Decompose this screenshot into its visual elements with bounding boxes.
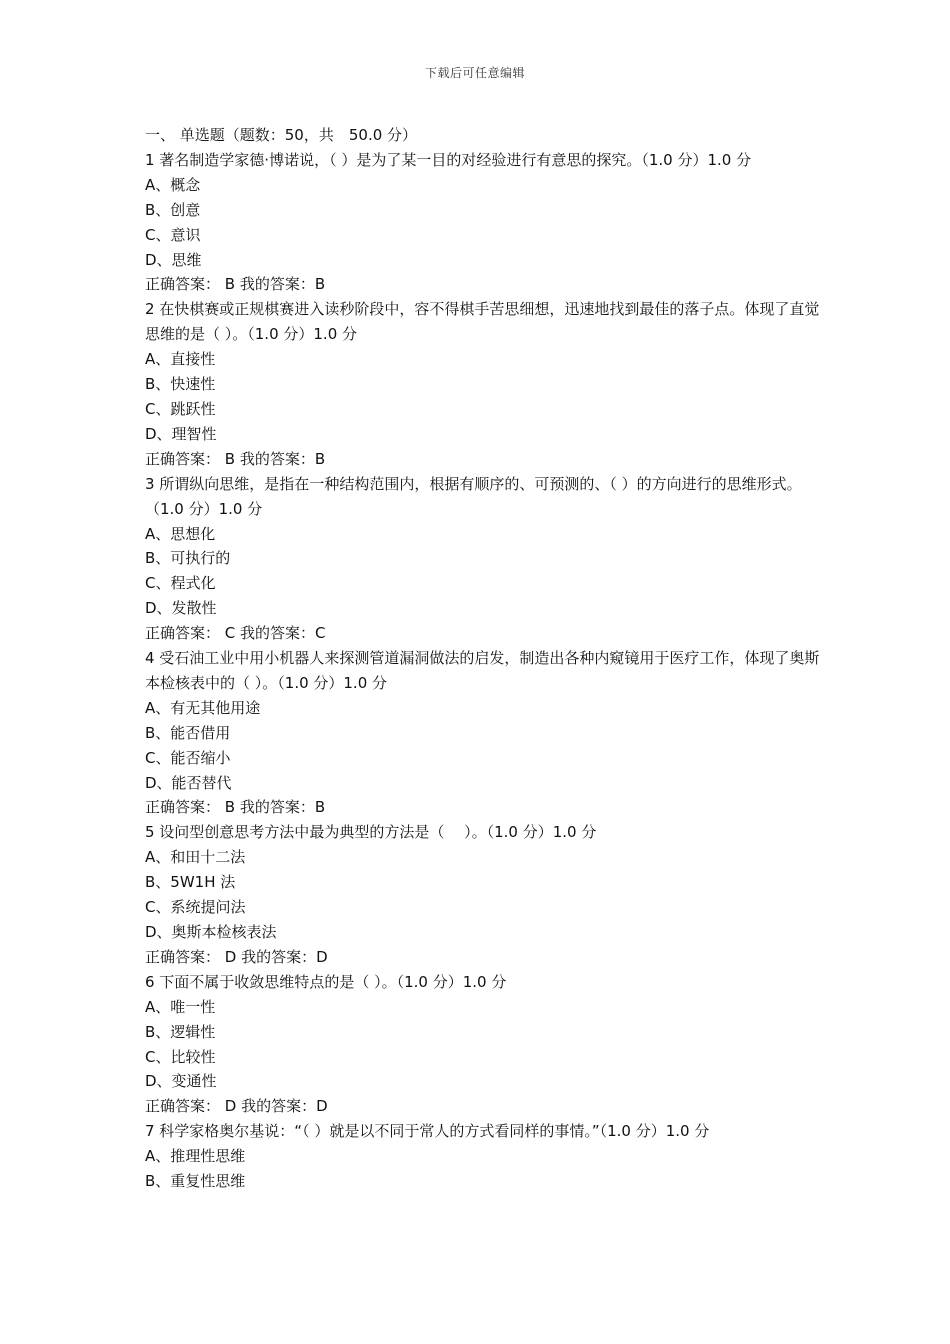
option-b: B、能否借用 [145, 723, 231, 742]
option-d: D、变通性 [145, 1072, 217, 1091]
option-d: D、思维 [145, 250, 202, 269]
option-b: B、逻辑性 [145, 1022, 216, 1041]
option-c: C、程式化 [145, 574, 216, 593]
answer-line: 正确答案： B 我的答案：B [145, 275, 326, 294]
option-d: D、能否替代 [145, 773, 232, 792]
option-d: D、奥斯本检核表法 [145, 923, 277, 941]
question-2 [145, 297, 825, 471]
section-title: 一、 单选题（题数：50，共 50.0 分） [145, 126, 418, 144]
question-5 [145, 820, 825, 969]
option-c: C、比较性 [145, 1047, 216, 1066]
option-c: C、系统提问法 [145, 898, 246, 917]
option-c: C、跳跃性 [145, 399, 216, 418]
question-4 [145, 646, 825, 820]
question-stem: 3 所谓纵向思维，是指在一种结构范围内，根据有顺序的、可预测的、（ ）的方向进行的思维形式。（1.0 分）1.0 分 [145, 474, 802, 518]
option-c: C、能否缩小 [145, 748, 231, 767]
answer-line: 正确答案： C 我的答案：C [145, 624, 326, 643]
question-7 [145, 1119, 825, 1194]
option-b: B、重复性思维 [145, 1172, 246, 1191]
question-stem: 4 受石油工业中用小机器人来探测管道漏洞做法的启发，制造出各种内窥镜用于医疗工作，体现了奥斯本检核表中的（ ）。（1.0 分）1.0 分 [145, 649, 820, 692]
question-stem: 1 著名制造学家德·博诺说，（ ）是为了某一目的对经验进行有意思的探究。（1.0 分）1.0 分 [145, 150, 752, 169]
option-a: A、推理性思维 [145, 1147, 246, 1166]
question-stem: 7 科学家格奥尔基说：“（ ）就是以不同于常人的方式看同样的事情。”（1.0 分）1.0 分 [145, 1122, 710, 1141]
option-c: C、意识 [145, 225, 201, 244]
option-a: A、概念 [145, 175, 201, 194]
option-b: B、创意 [145, 200, 201, 219]
option-d: D、理智性 [145, 424, 217, 443]
answer-line: 正确答案： D 我的答案：D [145, 947, 328, 966]
option-a: A、有无其他用途 [145, 698, 261, 717]
page-header-note: 下载后可任意编辑 [424, 66, 525, 80]
answer-line: 正确答案： B 我的答案：B [145, 449, 326, 468]
option-a: A、和田十二法 [145, 848, 246, 867]
option-a: A、思想化 [145, 524, 216, 543]
option-b: B、5W1H 法 [145, 873, 236, 892]
question-stem: 2 在快棋赛或正规棋赛进入读秒阶段中，容不得棋手苦思细想，迅速地找到最佳的落子点。体现了直觉思维的是（ ）。（1.0 分）1.0 分 [145, 300, 820, 344]
question-6 [145, 970, 825, 1119]
option-a: A、唯一性 [145, 997, 216, 1016]
question-1 [145, 148, 825, 297]
answer-line: 正确答案： D 我的答案：D [145, 1097, 328, 1116]
question-3 [145, 472, 825, 646]
answer-line: 正确答案： B 我的答案：B [145, 798, 326, 817]
question-stem: 6 下面不属于收敛思维特点的是（ ）。（1.0 分）1.0 分 [145, 972, 507, 991]
option-d: D、发散性 [145, 599, 217, 618]
question-stem: 5 设问型创意思考方法中最为典型的方法是（ ）。（1.0 分）1.0 分 [145, 823, 597, 842]
question-list [145, 123, 825, 1194]
option-b: B、快速性 [145, 375, 216, 394]
option-a: A、直接性 [145, 350, 216, 369]
option-b: B、可执行的 [145, 549, 231, 568]
